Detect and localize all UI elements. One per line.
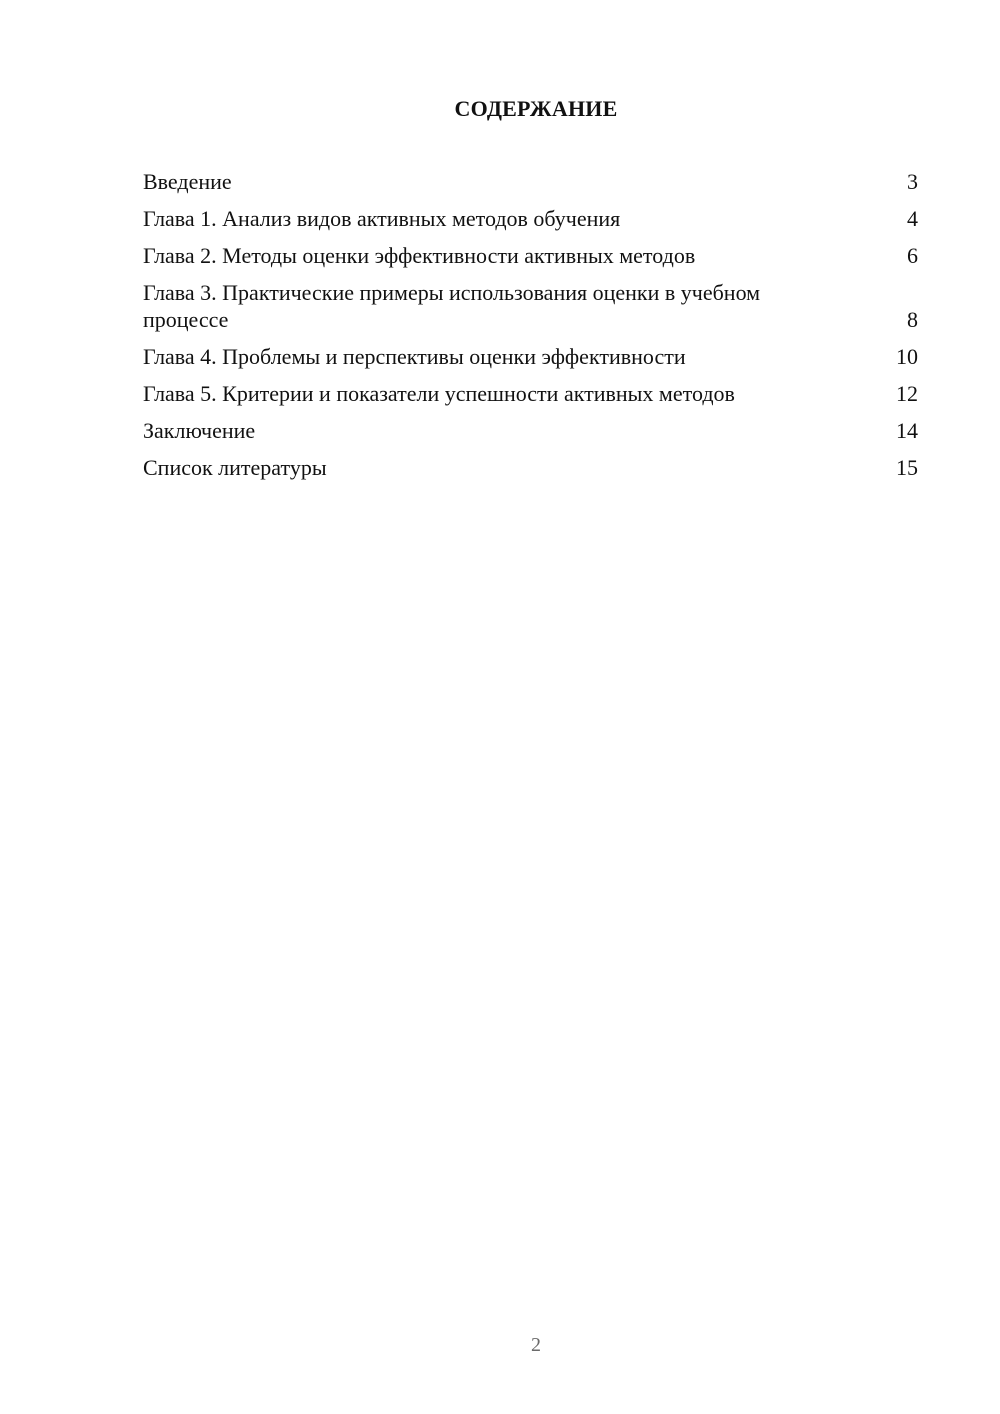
table-of-contents: [143, 168, 918, 491]
toc-entry: [143, 343, 918, 370]
toc-entry-page: 14: [896, 418, 918, 443]
toc-entry: [143, 380, 918, 407]
toc-entry-page: 12: [896, 381, 918, 406]
toc-entry-title: Глава 5. Критерии и показатели успешности активных методов: [143, 381, 735, 406]
toc-entry-page: 15: [896, 455, 918, 480]
toc-entry-title: Глава 4. Проблемы и перспективы оценки эффективности: [143, 344, 686, 369]
toc-entry: [143, 454, 918, 481]
toc-entry-title: Глава 3. Практические примеры использования оценки в учебном процессе: [143, 280, 761, 332]
toc-entry-title: Введение: [143, 169, 232, 194]
toc-entry-title: Глава 1. Анализ видов активных методов обучения: [143, 206, 621, 231]
toc-entry-page: 4: [907, 206, 918, 231]
toc-entry: [143, 205, 918, 232]
toc-entry: [143, 417, 918, 444]
toc-entry-title: Заключение: [143, 418, 256, 443]
toc-entry-page: 3: [907, 169, 918, 194]
toc-entry-page: 10: [896, 344, 918, 369]
toc-entry: [143, 242, 918, 269]
toc-entry-page: 8: [907, 307, 918, 332]
page-number: 2: [531, 1334, 541, 1356]
page-title: СОДЕРЖАНИЕ: [454, 96, 618, 121]
toc-entry-title: Список литературы: [143, 455, 327, 480]
toc-entry: [143, 168, 918, 195]
toc-entry: [143, 279, 918, 333]
toc-entry-title: Глава 2. Методы оценки эффективности активных методов: [143, 243, 696, 268]
toc-entry-page: 6: [907, 243, 918, 268]
